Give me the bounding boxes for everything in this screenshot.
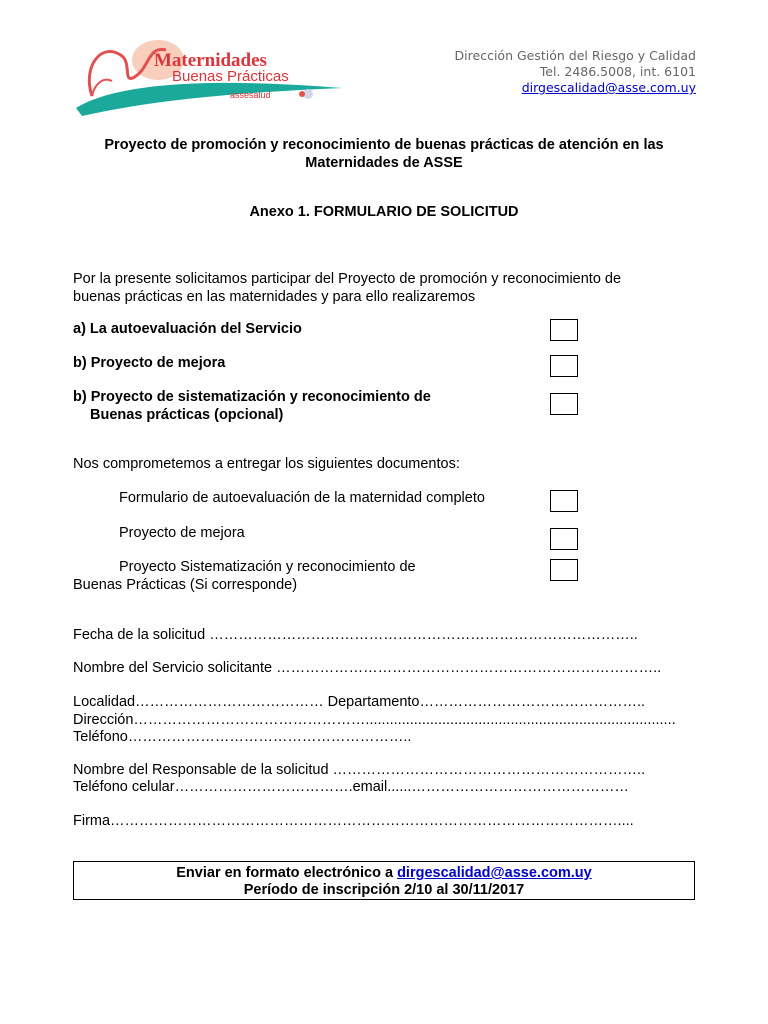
send-prefix: Enviar en formato electrónico a — [176, 865, 398, 881]
option-sistematizacion-label — [73, 388, 431, 424]
doc-sistematizacion-checkbox[interactable] — [550, 559, 578, 581]
option-autoevaluacion-checkbox[interactable] — [550, 319, 578, 341]
doc-sistematizacion-label — [73, 558, 416, 594]
intro-line-2: buenas prácticas en las maternidades y para ello realizaremos — [73, 289, 476, 305]
send-email-link[interactable]: dirgescalidad@asse.com.uy — [397, 865, 592, 881]
doc-proyecto-mejora-checkbox[interactable] — [550, 528, 578, 550]
field-nombre-responsable[interactable]: Nombre del Responsable de la solicitud ……………………………………………………….. — [73, 762, 646, 778]
contact-phone: Tel. 2486.5008, int. 6101 — [539, 64, 696, 79]
intro-line-1: Por la presente solicitamos participar del Proyecto de promoción y reconocimiento de — [73, 271, 622, 287]
field-localidad-departamento[interactable]: Localidad………………………………… Departamento……………………………………….. — [73, 694, 646, 710]
send-instructions — [74, 865, 694, 882]
logo-brand: assesalud — [230, 90, 271, 100]
option-proyecto-mejora-label: b) Proyecto de mejora — [73, 355, 226, 371]
field-direccion[interactable]: Dirección…………………………………………............................................................................. — [73, 712, 676, 728]
option-autoevaluacion-label: a) La autoevaluación del Servicio — [73, 321, 302, 337]
contact-email-link[interactable]: dirgescalidad@asse.com.uy — [521, 80, 696, 95]
option-sistematizacion-line-1: b) Proyecto de sistematización y reconocimiento de — [73, 389, 431, 405]
registration-period: Período de inscripción 2/10 al 30/11/2017 — [243, 882, 525, 898]
logo-title: Maternidades — [154, 50, 267, 71]
doc-autoevaluacion-checkbox[interactable] — [550, 490, 578, 512]
doc-sistematizacion-line-1: Proyecto Sistematización y reconocimiento de — [119, 559, 416, 575]
field-firma[interactable]: Firma…………………………………………………………………………………………….... — [73, 813, 634, 829]
document-title — [72, 136, 696, 172]
field-nombre-servicio[interactable]: Nombre del Servicio solicitante …………………………………………………………………….. — [73, 660, 662, 676]
header-contact — [455, 48, 696, 96]
option-proyecto-mejora-checkbox[interactable] — [550, 355, 578, 377]
doc-autoevaluacion-label: Formulario de autoevaluación de la maternidad completo — [119, 490, 485, 506]
title-line-2: Maternidades de ASSE — [305, 155, 463, 171]
maternidades-logo — [72, 36, 352, 116]
submission-info-box — [73, 861, 695, 900]
title-line-1: Proyecto de promoción y reconocimiento de buenas prácticas de atención en las — [104, 137, 664, 153]
intro-paragraph — [73, 270, 621, 306]
field-telefono-celular-email[interactable]: Teléfono celular……………………………….email......……………………………………… — [73, 779, 629, 795]
annex-heading: Anexo 1. FORMULARIO DE SOLICITUD — [249, 204, 519, 220]
option-sistematizacion-checkbox[interactable] — [550, 393, 578, 415]
logo-subtitle: Buenas Prácticas — [172, 68, 289, 85]
field-telefono[interactable]: Teléfono………………………………………………….. — [73, 729, 412, 745]
commitment-text: Nos comprometemos a entregar los siguientes documentos: — [73, 456, 460, 472]
doc-proyecto-mejora-label: Proyecto de mejora — [119, 525, 245, 541]
option-sistematizacion-line-2: Buenas prácticas (opcional) — [90, 407, 284, 423]
doc-sistematizacion-line-2: Buenas Prácticas (Si corresponde) — [73, 577, 298, 593]
contact-department: Dirección Gestión del Riesgo y Calidad — [454, 48, 696, 63]
field-fecha-solicitud[interactable]: Fecha de la solicitud …………………………………………………………………………….. — [73, 627, 638, 643]
